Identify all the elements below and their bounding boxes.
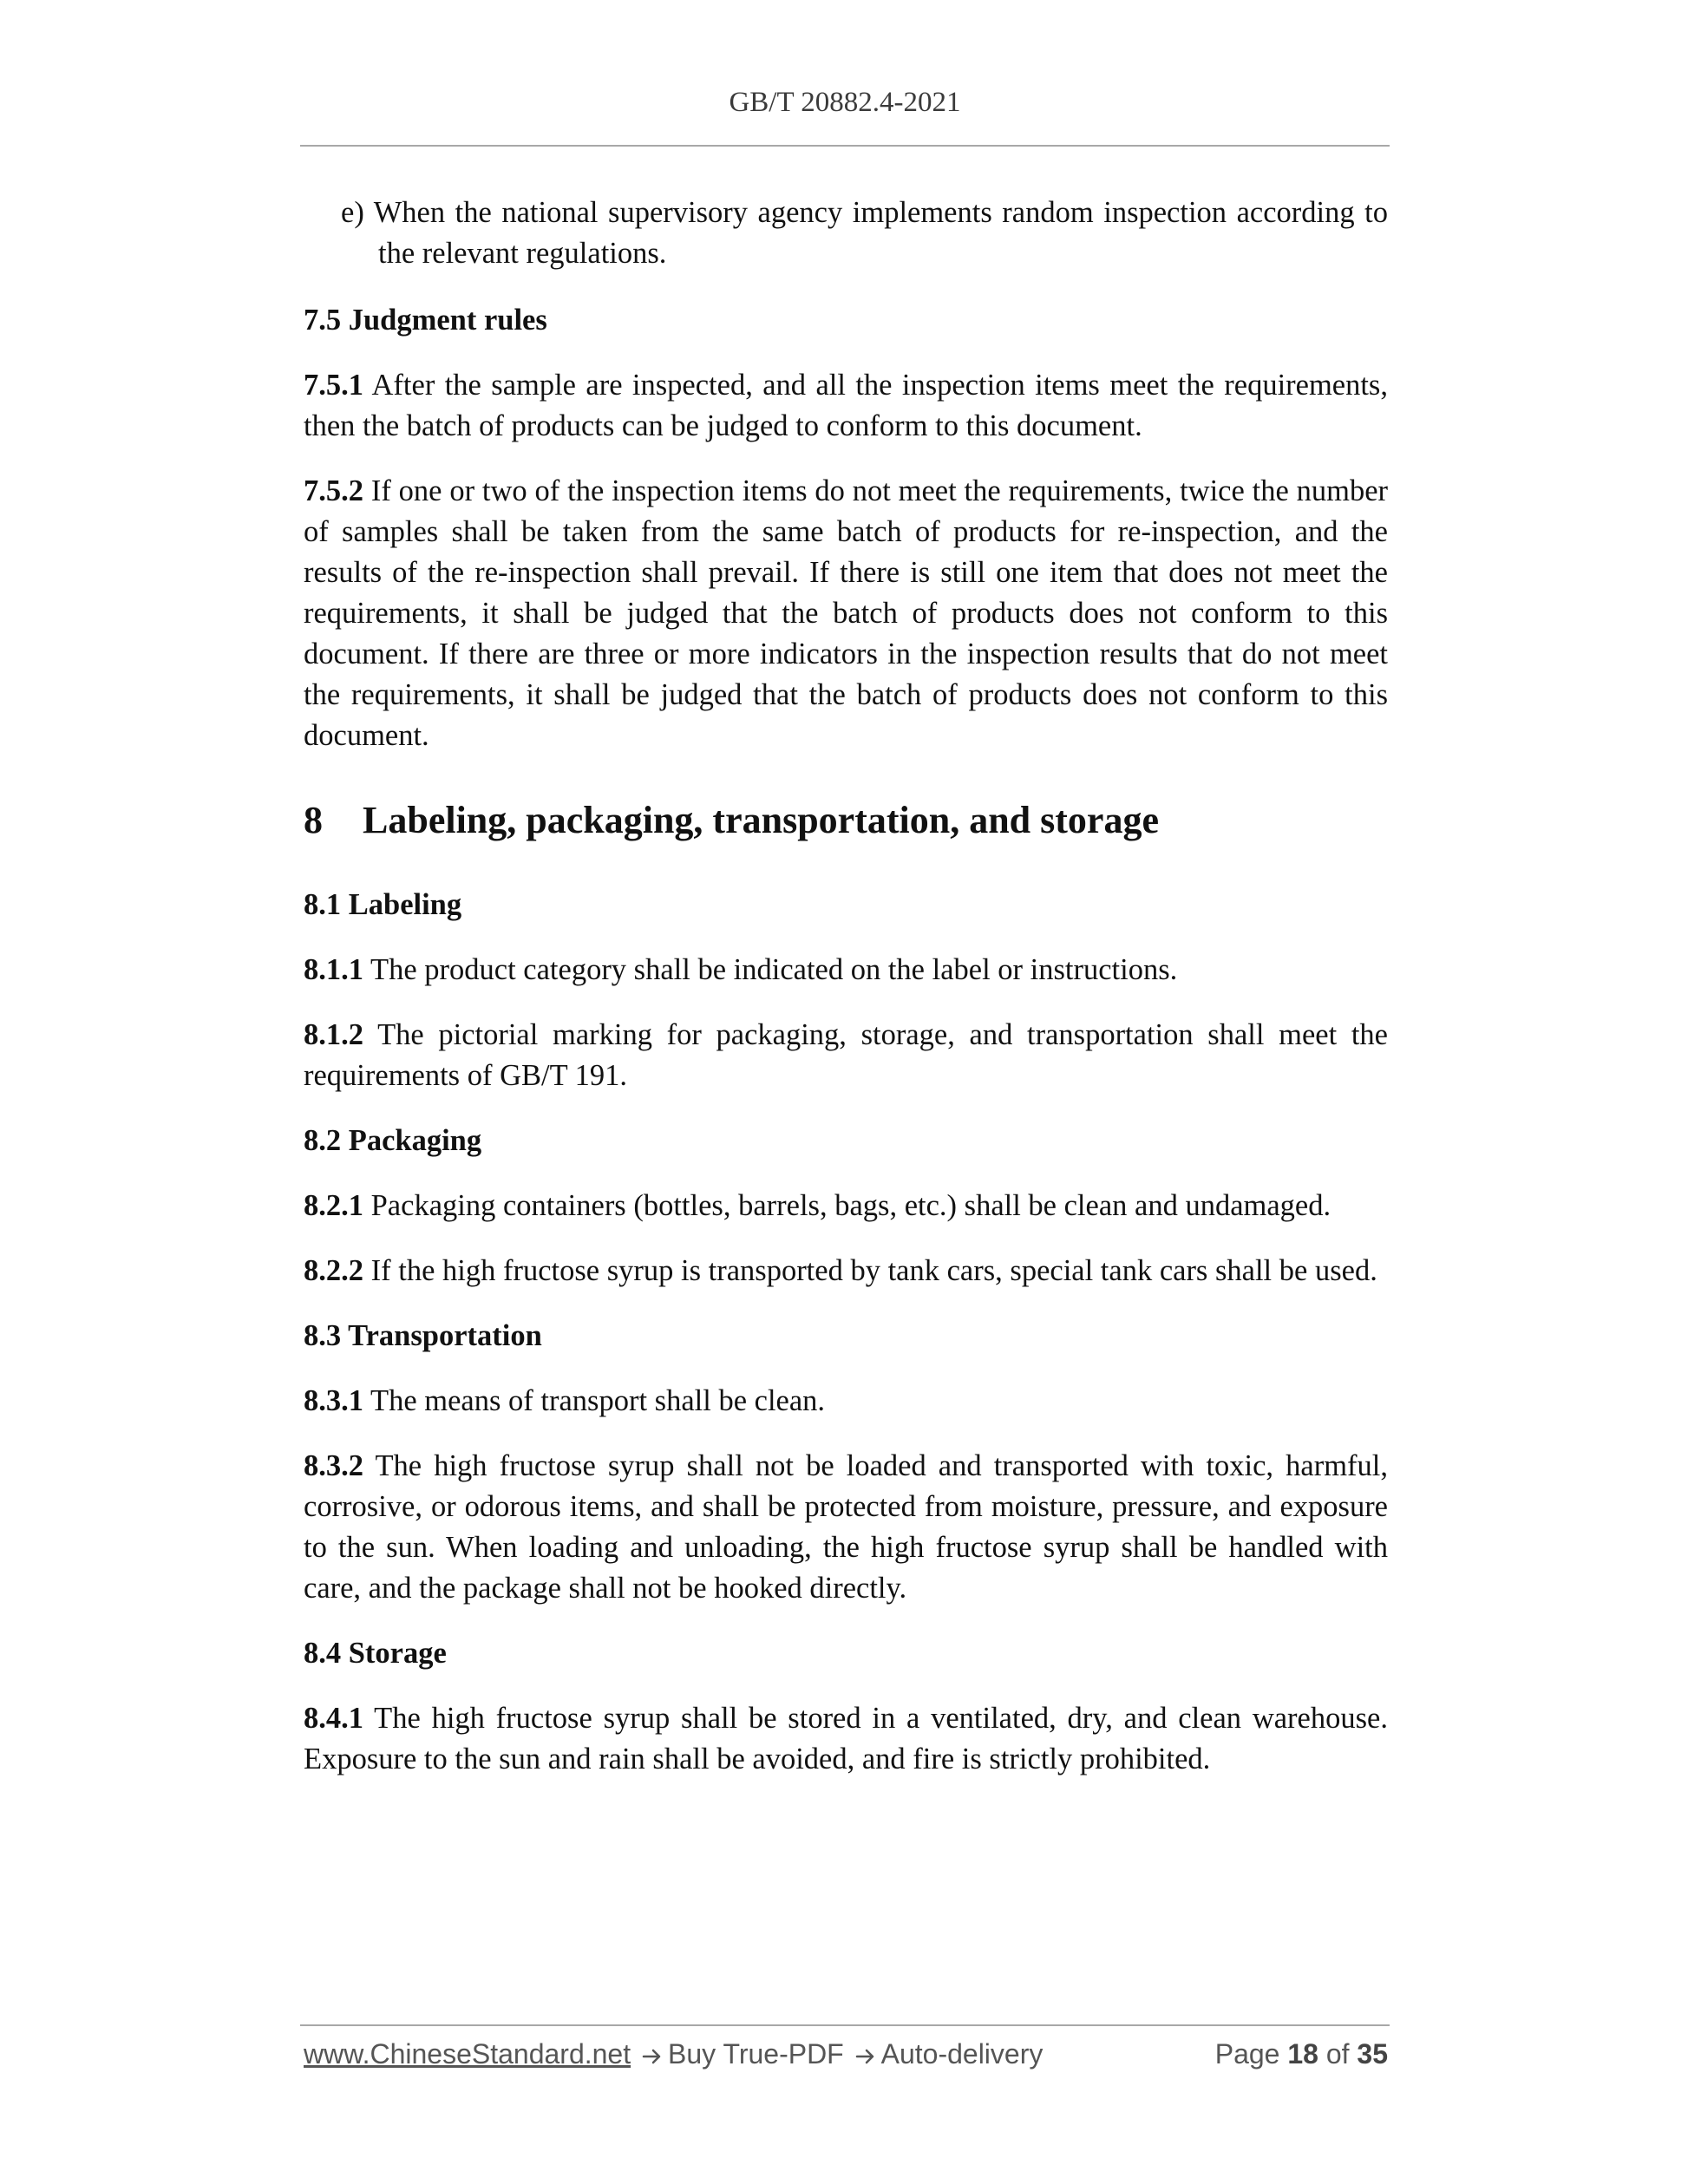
section-7-5-heading: 7.5 Judgment rules bbox=[304, 304, 547, 337]
footer-promo bbox=[304, 2030, 1043, 2078]
section-8-1-heading: 8.1 Labeling bbox=[304, 888, 462, 921]
clause-text: After the sample are inspected, and all the inspection items meet the requirements, then the batch of products can be judged to conform to this document. bbox=[304, 369, 1388, 442]
clause-8-1-1 bbox=[304, 950, 1388, 991]
clause-text: The product category shall be indicated on the label or instructions. bbox=[370, 953, 1178, 986]
page-of-label: of bbox=[1325, 2038, 1350, 2070]
clause-number: 8.1.1 bbox=[304, 953, 363, 986]
clause-8-3-1 bbox=[304, 1381, 1388, 1422]
clause-text: If one or two of the inspection items do not meet the requirements, twice the number of samples shall be taken from the same batch of products for re-inspection, and the results of the re-inspection shall prevail. If there is still one item that does not meet the requirements, it shall be judged that the batch of products does not conform to this document. If there are three or more indicators in the inspection results that do not meet the requirements, it shall be judged that the batch of products does not conform to this document. bbox=[304, 474, 1389, 752]
section-8-3-heading: 8.3 Transportation bbox=[304, 1319, 542, 1352]
clause-number: 8.4.1 bbox=[304, 1702, 363, 1735]
right-arrow-icon bbox=[855, 2047, 876, 2066]
footer-divider bbox=[300, 2024, 1390, 2026]
clause-8-2-1 bbox=[304, 1186, 1388, 1226]
page-header-standard-code: GB/T 20882.4-2021 bbox=[729, 87, 961, 118]
section-8-4-heading: 8.4 Storage bbox=[304, 1637, 447, 1670]
header-divider bbox=[300, 145, 1390, 147]
clause-text: Packaging containers (bottles, barrels, bags, etc.) shall be clean and undamaged. bbox=[370, 1189, 1331, 1222]
clause-7-5-1 bbox=[304, 365, 1388, 447]
document-body bbox=[304, 193, 1388, 1780]
page-label: Page bbox=[1214, 2038, 1280, 2070]
clause-number: 8.3.1 bbox=[304, 1384, 363, 1417]
page-number bbox=[1215, 2030, 1388, 2078]
clause-number: 8.2.1 bbox=[304, 1189, 363, 1222]
clause-number: 8.3.2 bbox=[304, 1449, 363, 1482]
clause-number: 7.5.2 bbox=[304, 474, 363, 507]
clause-number: 8.1.2 bbox=[304, 1018, 363, 1051]
right-arrow-icon bbox=[642, 2047, 663, 2066]
auto-delivery-text: Auto-delivery bbox=[880, 2038, 1044, 2070]
clause-text: The high fructose syrup shall not be loaded and transported with toxic, harmful, corrosive, or odorous items, and shall be protected from moisture, pressure, and exposure to the sun. When loading and unloading, the high fructose syrup shall be handled with care, and the package shall not be hooked directly. bbox=[304, 1449, 1388, 1605]
website-link[interactable]: www.ChineseStandard.net bbox=[304, 2038, 631, 2070]
section-number: 8 bbox=[304, 799, 323, 841]
clause-8-3-2 bbox=[304, 1446, 1388, 1609]
page-total: 35 bbox=[1357, 2038, 1388, 2070]
section-8-2-heading: 8.2 Packaging bbox=[304, 1124, 482, 1157]
section-title: Labeling, packaging, transportation, and storage bbox=[363, 799, 1159, 841]
clause-text: The pictorial marking for packaging, storage, and transportation shall meet the requirements of GB/T 191. bbox=[304, 1018, 1388, 1092]
list-item-e: e) When the national supervisory agency implements random inspection according to the relevant regulations. bbox=[341, 196, 1388, 270]
clause-7-5-2 bbox=[304, 471, 1388, 756]
clause-8-4-1 bbox=[304, 1698, 1388, 1780]
clause-text: The high fructose syrup shall be stored in a ventilated, dry, and clean warehouse. Exposure to the sun and rain shall be avoided, and fire is strictly prohibited. bbox=[304, 1702, 1388, 1775]
clause-8-1-2 bbox=[304, 1015, 1388, 1096]
clause-text: The means of transport shall be clean. bbox=[370, 1384, 826, 1417]
page-footer bbox=[304, 2030, 1388, 2078]
clause-number: 8.2.2 bbox=[304, 1254, 363, 1287]
clause-8-2-2 bbox=[304, 1251, 1388, 1291]
clause-number: 7.5.1 bbox=[304, 369, 363, 402]
clause-text: If the high fructose syrup is transported by tank cars, special tank cars shall be used. bbox=[370, 1254, 1377, 1287]
buy-true-pdf-text: Buy True-PDF bbox=[668, 2038, 844, 2070]
section-8-heading bbox=[304, 794, 1388, 847]
page-current: 18 bbox=[1287, 2038, 1318, 2070]
